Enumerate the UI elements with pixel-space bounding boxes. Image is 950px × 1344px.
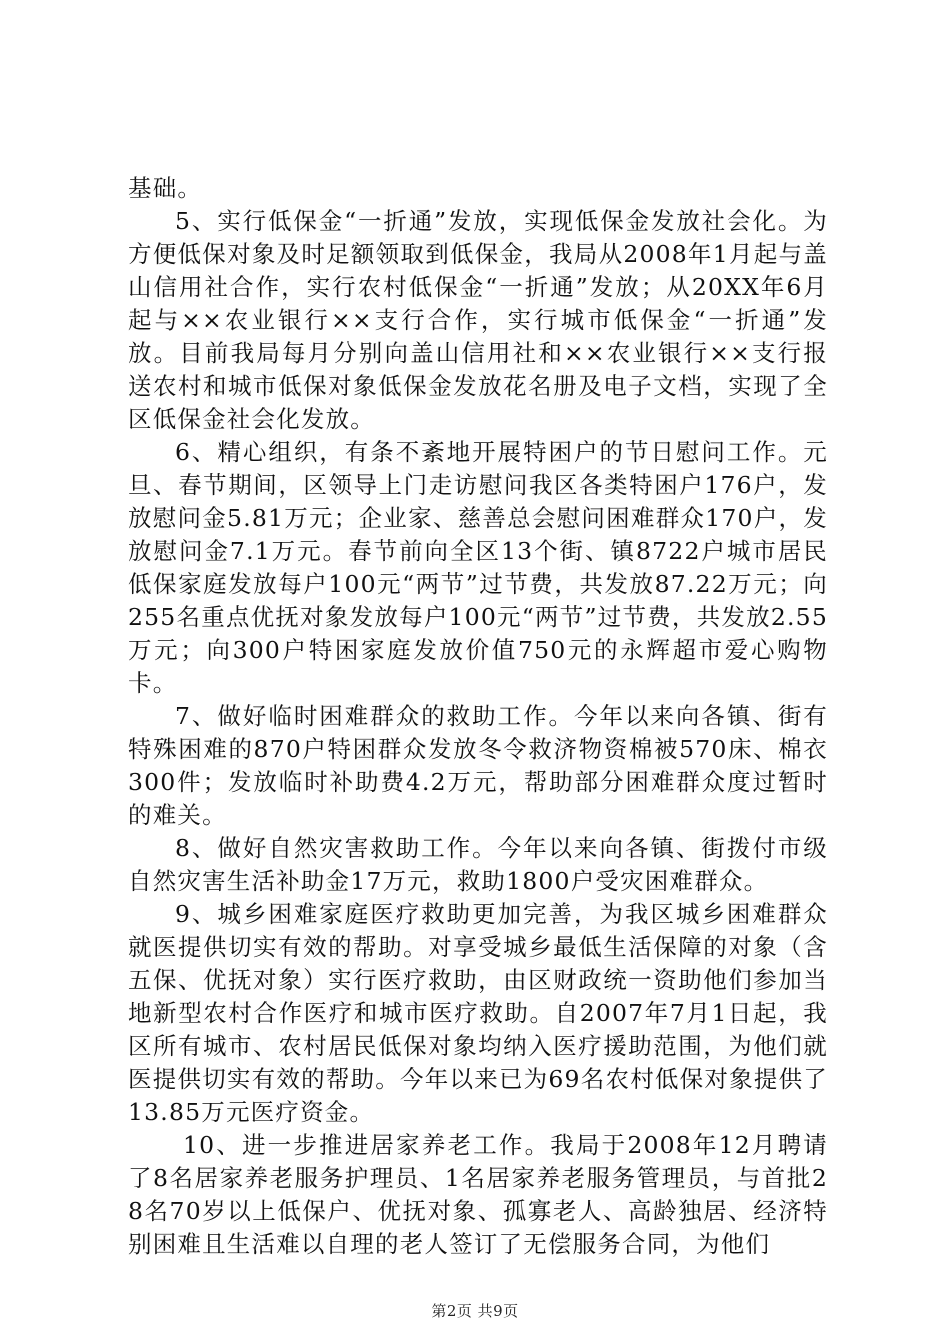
paragraph-item-10: 10、进一步推进居家养老工作。我局于2008年12月聘请了8名居家养老服务护理员、1名居家养老服务管理员，与首批28名70岁以上低保户、优抚对象、孤寡老人、高龄独居、经济特别困难且生活难以自理的老人签订了无偿服务合同，为他们 bbox=[128, 1131, 828, 1258]
paragraph-continuation: 基础。 bbox=[128, 174, 203, 202]
paragraph-item-9: 9、城乡困难家庭医疗救助更加完善，为我区城乡困难群众就医提供切实有效的帮助。对享受城乡最低生活保障的对象（含五保、优抚对象）实行医疗救助，由区财政统一资助他们参加当地新型农村合作医疗和城市医疗救助。自2007年7月1日起，我区所有城市、农村居民低保对象均纳入医疗援助范围，为他们就医提供切实有效的帮助。今年以来已为69名农村低保对象提供了13.85万元医疗资金。 bbox=[128, 900, 828, 1126]
paragraph-item-7: 7、做好临时困难群众的救助工作。今年以来向各镇、街有特殊困难的870户特困群众发放冬令救济物资棉被570床、棉衣300件；发放临时补助费4.2万元，帮助部分困难群众度过暂时的难关。 bbox=[128, 702, 828, 829]
paragraph-item-5: 5、实行低保金“一折通”发放，实现低保金发放社会化。为方便低保对象及时足额领取到低保金，我局从2008年1月起与盖山信用社合作，实行农村低保金“一折通”发放；从20XX年6月起与××农业银行××支行合作，实行城市低保金“一折通”发放。目前我局每月分别向盖山信用社和××农业银行××支行报送农村和城市低保对象低保金发放花名册及电子文档，实现了全区低保金社会化发放。 bbox=[128, 207, 828, 433]
paragraph-item-8: 8、做好自然灾害救助工作。今年以来向各镇、街拨付市级自然灾害生活补助金17万元，救助1800户受灾困难群众。 bbox=[128, 834, 828, 895]
paragraph-item-6: 6、精心组织，有条不紊地开展特困户的节日慰问工作。元旦、春节期间，区领导上门走访慰问我区各类特困户176户，发放慰问金5.81万元；企业家、慈善总会慰问困难群众170户，发放慰问金7.1万元。春节前向全区13个街、镇8722户城市居民低保家庭发放每户100元“两节”过节费，共发放87.22万元；向255名重点优抚对象发放每户100元“两节”过节费，共发放2.55万元；向300户特困家庭发放价值750元的永辉超市爱心购物卡。 bbox=[128, 438, 828, 697]
document-body bbox=[128, 172, 828, 1261]
page-number-footer: 第2页 共9页 bbox=[431, 1302, 519, 1320]
